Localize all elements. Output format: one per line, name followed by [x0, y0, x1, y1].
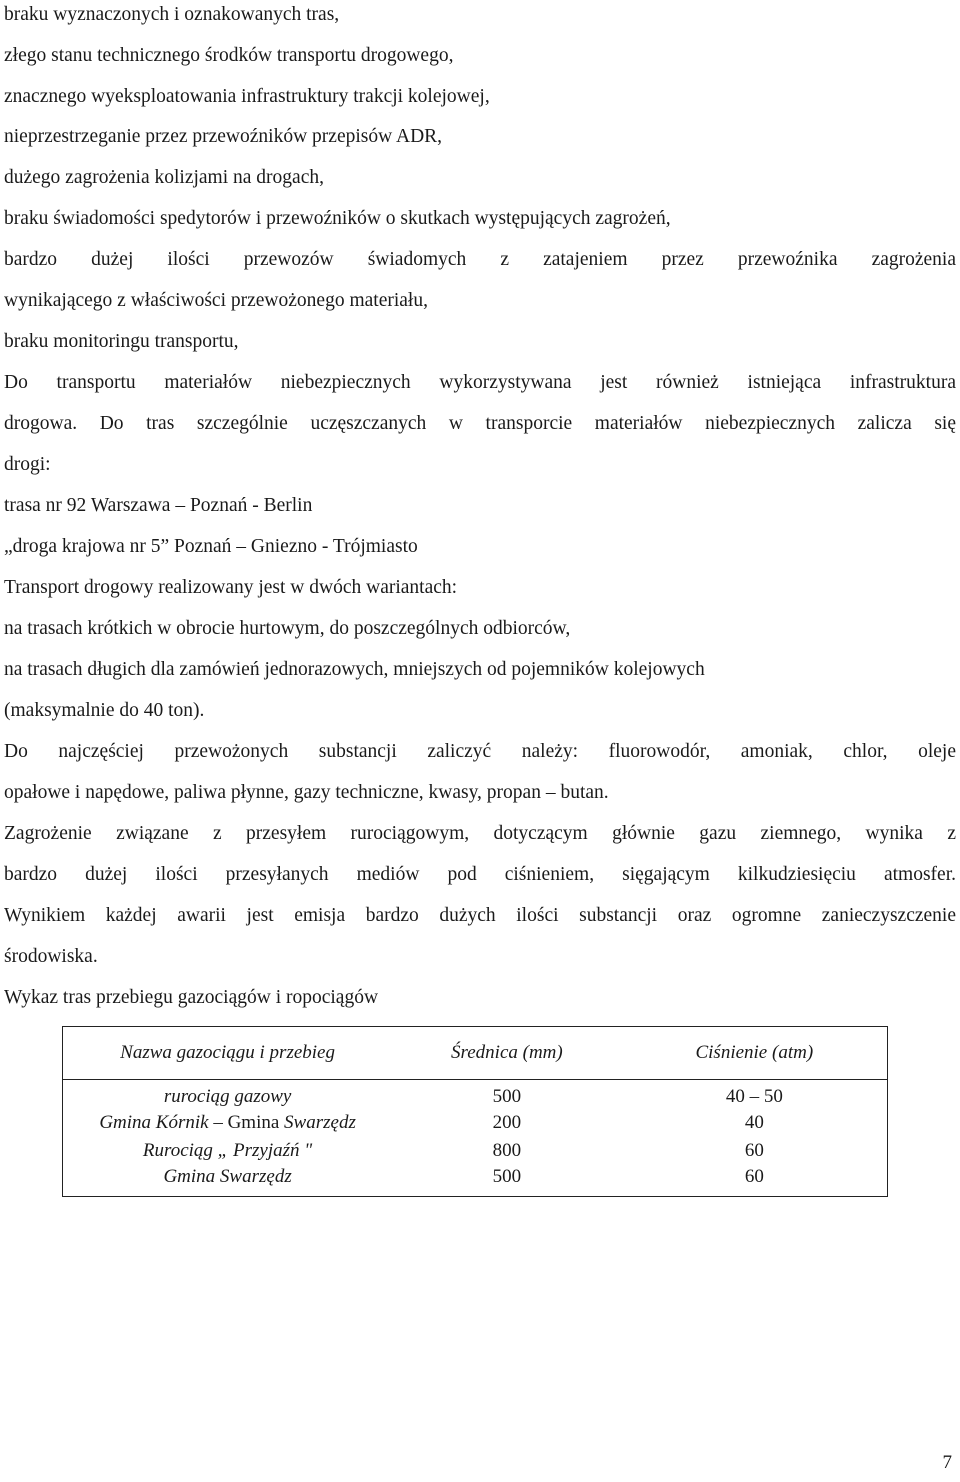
route-end: Swarzędz	[284, 1112, 356, 1133]
column-header: Ciśnienie (atm)	[622, 1027, 888, 1080]
text-line: wynikającego z właściwości przewożonego materiału,	[4, 290, 428, 311]
text-line: środowiska.	[4, 946, 98, 967]
text-line: dużego zagrożenia kolizjami na drogach,	[4, 167, 324, 188]
text-line: na trasach długich dla zamówień jednorazowych, mniejszych od pojemników kolejowych	[4, 659, 705, 680]
pipeline-name-cell	[63, 1080, 393, 1137]
pipeline-route	[63, 1110, 392, 1136]
text-line: złego stanu technicznego środków transportu drogowego,	[4, 45, 454, 66]
pipeline-name: rurociąg gazowy	[163, 1086, 292, 1107]
pressure-value: 60	[744, 1140, 764, 1161]
pressure-value: 60	[744, 1166, 764, 1187]
pipeline-name: Rurociąg „ Przyjaźń "	[142, 1140, 313, 1161]
text-line: braku świadomości spedytorów i przewoźników o skutkach występujących zagrożeń,	[4, 208, 671, 229]
pressure-value: 40 – 50	[725, 1086, 783, 1107]
text-line: Do transportu materiałów niebezpiecznych wykorzystywana jest również istniejąca infrastruktura	[4, 372, 956, 393]
route-start: Gmina Kórnik	[99, 1112, 209, 1133]
text-line: (maksymalnie do 40 ton).	[4, 700, 205, 721]
pressure-cell	[622, 1080, 888, 1137]
diameter-cell	[392, 1136, 621, 1197]
text-line: Zagrożenie związane z przesyłem rurociągowym, dotyczącym głównie gazu ziemnego, wynika z	[4, 823, 956, 844]
page-number: 7	[942, 1452, 952, 1473]
text-line: znacznego wyeksploatowania infrastruktury trakcji kolejowej,	[4, 86, 490, 107]
column-header: Średnica (mm)	[392, 1027, 621, 1080]
table-row	[63, 1080, 888, 1137]
text-line: Wynikiem każdej awarii jest emisja bardzo dużych ilości substancji oraz ogromne zanieczyszczenie	[4, 905, 956, 926]
diameter-cell	[392, 1080, 621, 1137]
pressure-value: 40	[744, 1112, 764, 1133]
text-line: „droga krajowa nr 5” Poznań – Gniezno - Trójmiasto	[4, 536, 418, 557]
route-middle: – Gmina	[208, 1112, 285, 1133]
text-line: Transport drogowy realizowany jest w dwóch wariantach:	[4, 577, 458, 598]
table-row	[63, 1136, 888, 1197]
diameter-value: 500	[492, 1086, 522, 1107]
text-line: drogowa. Do tras szczególnie uczęszczanych w transporcie materiałów niebezpiecznych zalicza się	[4, 413, 956, 434]
diameter-value: 200	[492, 1112, 522, 1133]
text-line: na trasach krótkich w obrocie hurtowym, do poszczególnych odbiorców,	[4, 618, 571, 639]
diameter-value: 500	[492, 1166, 522, 1187]
pipeline-name-cell	[63, 1136, 393, 1197]
text-line: braku wyznaczonych i oznakowanych tras,	[4, 4, 340, 25]
text-line: Do najczęściej przewożonych substancji zaliczyć należy: fluorowodór, amoniak, chlor, oleje	[4, 741, 956, 762]
column-header: Nazwa gazociągu i przebieg	[63, 1027, 393, 1080]
text-line: braku monitoringu transportu,	[4, 331, 239, 352]
text-line: nieprzestrzeganie przez przewoźników przepisów ADR,	[4, 126, 443, 147]
text-line: drogi:	[4, 454, 51, 475]
text-line: bardzo dużej ilości przewozów świadomych z zatajeniem przez przewoźnika zagrożenia	[4, 249, 956, 270]
text-line: bardzo dużej ilości przesyłanych mediów pod ciśnieniem, sięgającym kilkudziesięciu atmosfer.	[4, 864, 956, 885]
pipeline-route: Gmina Swarzędz	[163, 1166, 292, 1187]
pressure-cell	[622, 1136, 888, 1197]
table-header-row	[63, 1027, 888, 1080]
text-line: opałowe i napędowe, paliwa płynne, gazy techniczne, kwasy, propan – butan.	[4, 782, 609, 803]
text-line: trasa nr 92 Warszawa – Poznań - Berlin	[4, 495, 313, 516]
table-caption: Wykaz tras przebiegu gazociągów i ropociągów	[4, 987, 379, 1008]
pipeline-table	[62, 1026, 888, 1197]
diameter-value: 800	[492, 1140, 522, 1161]
